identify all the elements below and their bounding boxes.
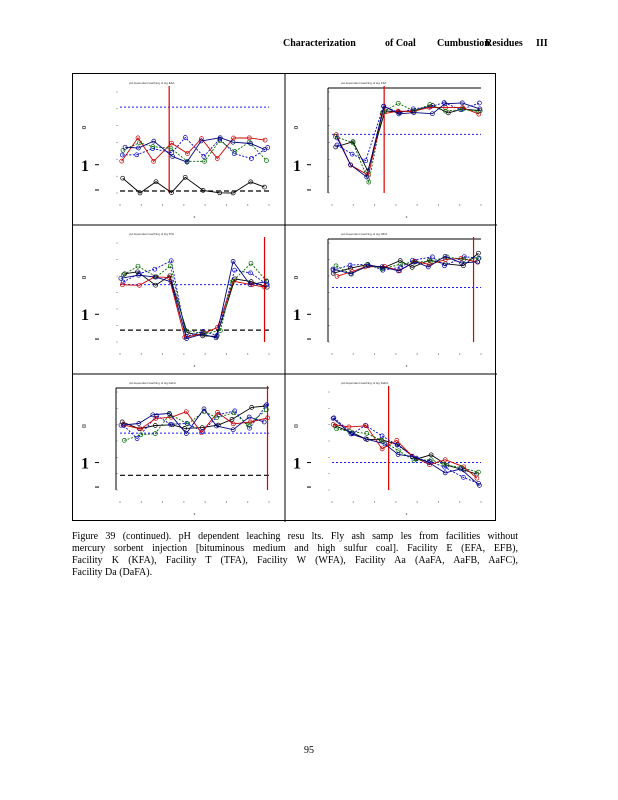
x-tick: [438, 501, 439, 502]
y-axis-glyph: 1: [81, 307, 89, 325]
x-axis-label-mark: [194, 216, 196, 218]
x-tick: [374, 353, 375, 354]
header-word-5: III: [536, 38, 548, 49]
caption-line-3: Facility K (KFA), Facility T (TFA), Facility W (WFA), Facility Aa (AaFA, AaFB, AaFC),: [72, 555, 518, 566]
caption-line-2: mercury sorbent injection [bituminous medium and high sulfur coal]. Facility E (EFA, EFB),: [72, 543, 518, 554]
x-tick: [459, 204, 460, 205]
x-tick: [417, 204, 418, 205]
data-series-line: [333, 418, 479, 485]
x-tick: [268, 501, 269, 502]
x-tick: [438, 204, 439, 205]
x-tick: [119, 204, 120, 205]
data-series-line: [122, 406, 265, 429]
data-series-line: [122, 277, 264, 338]
data-point: [120, 159, 124, 163]
y-axis-glyph: 1: [293, 157, 301, 175]
data-series-line: [336, 106, 480, 171]
x-tick: [205, 204, 206, 205]
figure-39-panels: [72, 73, 496, 521]
y-axis-glyph: 1: [81, 157, 89, 175]
data-series-line: [123, 261, 267, 337]
data-point: [249, 261, 253, 265]
x-tick: [395, 353, 396, 354]
x-tick: [247, 501, 248, 502]
data-point: [263, 185, 267, 189]
x-tick: [395, 501, 396, 502]
figure-caption: [72, 531, 518, 579]
x-axis-label-mark: [194, 365, 196, 367]
data-point: [477, 101, 481, 105]
y-axis-glyph: ¤: [82, 273, 86, 283]
x-tick: [205, 501, 206, 502]
x-tick: [417, 353, 418, 354]
header-word-3: Cumbustion: [437, 38, 490, 49]
panel-title: pH dependent leaching of Hg EFA: [129, 81, 175, 85]
x-tick: [226, 353, 227, 354]
x-tick: [162, 204, 163, 205]
header-word-1: Characterization: [283, 38, 356, 49]
x-tick: [183, 353, 184, 354]
x-tick: [247, 353, 248, 354]
header-word-2: of Coal: [385, 38, 416, 49]
x-tick: [226, 204, 227, 205]
x-tick: [331, 353, 332, 354]
x-tick: [119, 501, 120, 502]
x-tick: [268, 204, 269, 205]
x-tick: [438, 353, 439, 354]
header-word-4: Residues: [485, 38, 523, 49]
x-tick: [226, 501, 227, 502]
caption-line-4: Facility Da (DaFA).: [72, 567, 153, 578]
x-tick: [162, 353, 163, 354]
x-tick: [331, 204, 332, 205]
x-tick: [162, 501, 163, 502]
data-series-line: [124, 263, 267, 333]
x-axis-label-mark: [406, 216, 408, 218]
x-tick: [247, 204, 248, 205]
panel-title: pH dependent leaching of Hg TFA: [129, 232, 175, 236]
panel-title: pH dependent leaching of Hg WFA: [341, 232, 388, 236]
y-axis-glyph: ¤: [294, 422, 298, 432]
x-tick: [331, 501, 332, 502]
y-axis-glyph: ¤: [294, 123, 298, 133]
x-tick: [205, 353, 206, 354]
x-tick: [459, 501, 460, 502]
caption-line-1: Figure 39 (continued). pH dependent leaching resu lts. Fly ash samp les from facilities without: [72, 531, 518, 542]
x-tick: [480, 204, 481, 205]
y-axis-glyph: ¤: [294, 273, 298, 283]
y-axis-glyph: ¤: [82, 422, 86, 432]
x-tick: [374, 204, 375, 205]
data-series-line: [335, 103, 478, 182]
x-tick: [374, 501, 375, 502]
x-tick: [480, 501, 481, 502]
panel-title: pH dependent leaching of Hg KFA: [341, 81, 387, 85]
x-tick: [141, 501, 142, 502]
data-series-line: [122, 138, 265, 162]
data-series-line: [337, 103, 480, 177]
y-axis-glyph: 1: [293, 455, 301, 473]
data-point: [122, 273, 126, 277]
x-axis-label-mark: [406, 513, 408, 515]
figure-graphic: [73, 74, 497, 522]
panel-title: pH dependent leaching of Hg AaFA: [129, 381, 176, 385]
x-tick: [141, 204, 142, 205]
data-series-line: [122, 138, 267, 159]
x-tick: [395, 204, 396, 205]
x-axis-label-mark: [194, 513, 196, 515]
panel-title: pH dependent leaching of Hg DaFA: [341, 381, 389, 385]
x-tick: [141, 353, 142, 354]
y-axis-glyph: ¤: [82, 123, 86, 133]
data-series-line: [336, 107, 479, 175]
x-tick: [353, 501, 354, 502]
x-tick: [353, 204, 354, 205]
x-axis-label-mark: [406, 365, 408, 367]
x-tick: [417, 501, 418, 502]
data-point: [136, 264, 140, 268]
x-tick: [119, 353, 120, 354]
x-tick: [183, 204, 184, 205]
x-tick: [268, 353, 269, 354]
x-tick: [459, 353, 460, 354]
data-series-line: [123, 412, 268, 433]
page-number: 95: [304, 745, 314, 756]
data-point: [121, 176, 125, 180]
data-point: [396, 101, 400, 105]
x-tick: [183, 501, 184, 502]
data-point: [202, 155, 206, 159]
y-axis-glyph: 1: [81, 455, 89, 473]
x-tick: [353, 353, 354, 354]
x-tick: [480, 353, 481, 354]
y-axis-glyph: 1: [293, 307, 301, 325]
data-point: [265, 159, 269, 163]
